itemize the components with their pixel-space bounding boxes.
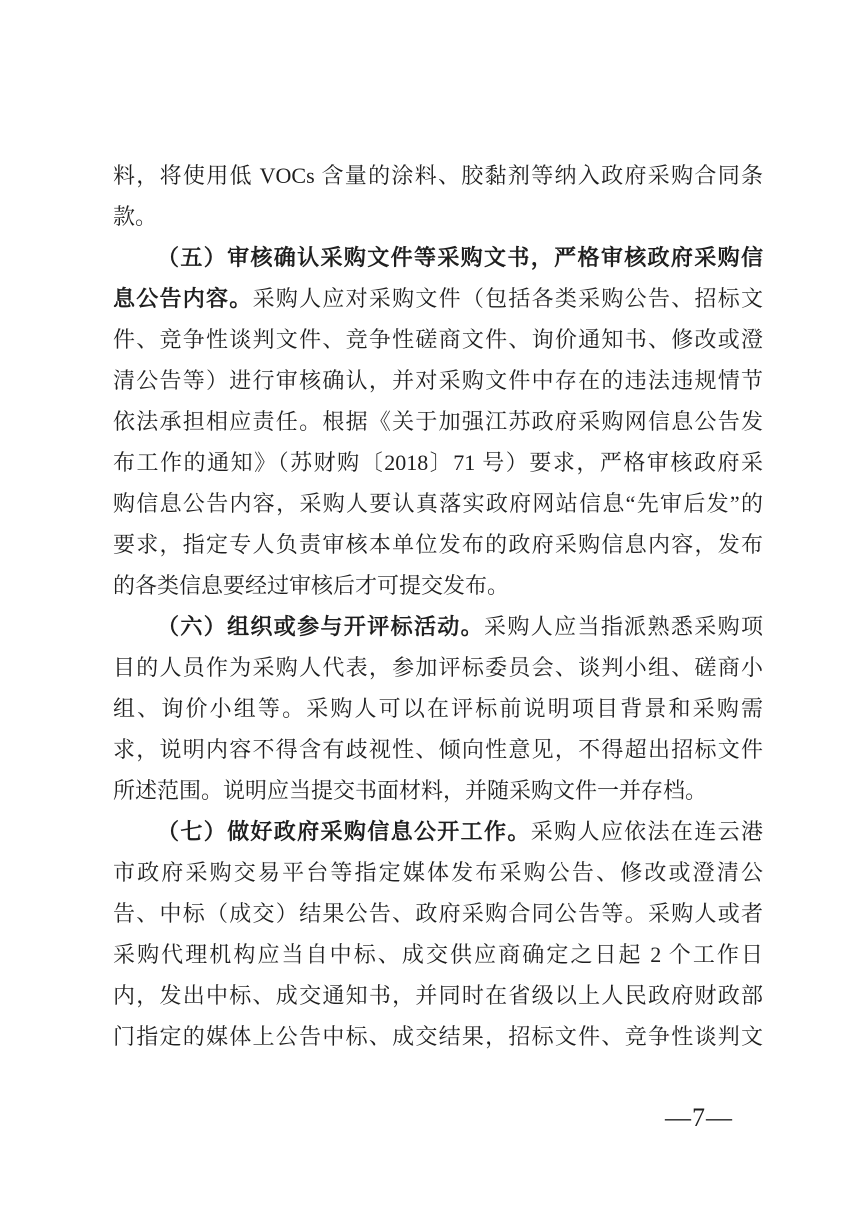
heading-segment: （六）组织或参与开评标活动。 bbox=[157, 614, 485, 639]
text-line bbox=[113, 975, 763, 1016]
text-line bbox=[113, 934, 763, 975]
body-segment: 要求，指定专人负责审核本单位发布的政府采购信息内容，发布 bbox=[113, 532, 763, 557]
text-line bbox=[113, 442, 763, 483]
text-line bbox=[113, 319, 763, 360]
text-line bbox=[113, 606, 763, 647]
text-line bbox=[113, 811, 763, 852]
text-line bbox=[113, 647, 763, 688]
body-segment: 目的人员作为采购人代表，参加评标委员会、谈判小组、磋商小 bbox=[113, 655, 763, 680]
text-line bbox=[113, 729, 763, 770]
body-segment: 告、中标（成交）结果公告、政府采购合同公告等。采购人或者 bbox=[113, 901, 763, 926]
body-segment: 料，将使用低 VOCs 含量的涂料、胶黏剂等纳入政府采购合同条 bbox=[113, 163, 763, 188]
body-segment: 采购人应当指派熟悉采购项 bbox=[484, 614, 763, 639]
body-segment: 市政府采购交易平台等指定媒体发布采购公告、修改或澄清公 bbox=[113, 860, 763, 885]
text-line bbox=[113, 155, 763, 196]
page-number: —7— bbox=[665, 1103, 733, 1132]
body-segment: 组、询价小组等。采购人可以在评标前说明项目背景和采购需 bbox=[113, 696, 763, 721]
text-line bbox=[113, 401, 763, 442]
body-segment: 的各类信息要经过审核后才可提交发布。 bbox=[113, 573, 510, 598]
body-segment: 件、竞争性谈判文件、竞争性磋商文件、询价通知书、修改或澄 bbox=[113, 327, 763, 352]
text-line bbox=[113, 1016, 763, 1057]
body-segment: 清公告等）进行审核确认，并对采购文件中存在的违法违规情节 bbox=[113, 368, 763, 393]
text-block bbox=[113, 155, 763, 1057]
heading-segment: 息公告内容。 bbox=[113, 286, 253, 311]
page-footer bbox=[113, 1100, 763, 1136]
text-line bbox=[113, 852, 763, 893]
text-line bbox=[113, 524, 763, 565]
body-segment: 内，发出中标、成交通知书，并同时在省级以上人民政府财政部 bbox=[113, 983, 763, 1008]
heading-segment: （五）审核确认采购文件等采购文书，严格审核政府采购信 bbox=[157, 245, 763, 270]
text-line bbox=[113, 237, 763, 278]
text-line bbox=[113, 565, 763, 606]
body-segment: 采购人应对采购文件（包括各类采购公告、招标文 bbox=[252, 286, 763, 311]
body-segment: 采购代理机构应当自中标、成交供应商确定之日起 2 个工作日 bbox=[113, 942, 763, 967]
body-segment: 布工作的通知》（苏财购〔2018〕71 号）要求，严格审核政府采 bbox=[113, 450, 763, 475]
text-line bbox=[113, 688, 763, 729]
text-line bbox=[113, 893, 763, 934]
text-line bbox=[113, 770, 763, 811]
body-segment: 依法承担相应责任。根据《关于加强江苏政府采购网信息公告发 bbox=[113, 409, 763, 434]
heading-segment: （七）做好政府采购信息公开工作。 bbox=[157, 819, 531, 844]
text-line bbox=[113, 196, 763, 237]
text-line bbox=[113, 360, 763, 401]
body-segment: 所述范围。说明应当提交书面材料，并随采购文件一并存档。 bbox=[113, 778, 708, 803]
body-segment: 求，说明内容不得含有歧视性、倾向性意见，不得超出招标文件 bbox=[113, 737, 763, 762]
text-line bbox=[113, 483, 763, 524]
text-line bbox=[113, 278, 763, 319]
body-segment: 采购人应依法在连云港 bbox=[530, 819, 763, 844]
body-segment: 购信息公告内容，采购人要认真落实政府网站信息“先审后发”的 bbox=[113, 491, 763, 516]
body-segment: 款。 bbox=[113, 204, 158, 229]
body-segment: 门指定的媒体上公告中标、成交结果，招标文件、竞争性谈判文 bbox=[113, 1024, 763, 1049]
